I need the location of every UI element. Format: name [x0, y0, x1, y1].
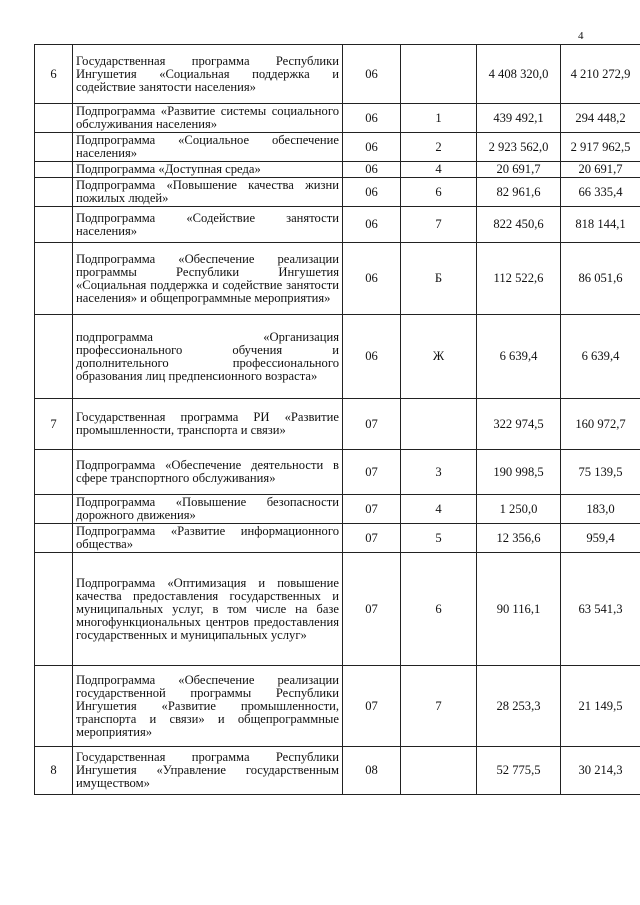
- subprogram-code-cell: [401, 399, 477, 450]
- row-number-cell: 6: [35, 45, 73, 104]
- amount-actual-cell: 20 691,7: [561, 162, 640, 178]
- program-name-cell: Государственная программа Республики Ингушетия «Социальная поддержка и содействие занятости населения»: [73, 45, 343, 104]
- subprogram-code-cell: 1: [401, 104, 477, 133]
- row-number-cell: [35, 243, 73, 315]
- subprogram-code-cell: 3: [401, 450, 477, 495]
- subprogram-code-cell: [401, 747, 477, 795]
- subprogram-code-cell: 5: [401, 524, 477, 553]
- program-name-cell: Подпрограмма «Оптимизация и повышение качества предоставления государственных и муниципальных услуг, в том числе на базе многофункциональных центров предоставления государственных и муниципальных услуг»: [73, 553, 343, 666]
- amount-actual-cell: 86 051,6: [561, 243, 640, 315]
- amount-actual-cell: 294 448,2: [561, 104, 640, 133]
- program-name-cell: подпрограмма «Организация профессионального обучения и дополнительного профессионального образования лиц предпенсионного возраста»: [73, 315, 343, 399]
- amount-planned-cell: 90 116,1: [477, 553, 561, 666]
- budget-table: [34, 44, 640, 795]
- table-row: [35, 207, 640, 243]
- row-number-cell: [35, 495, 73, 524]
- program-code-cell: 06: [343, 104, 401, 133]
- subprogram-code-cell: 4: [401, 495, 477, 524]
- row-number-cell: [35, 133, 73, 162]
- subprogram-code-cell: 4: [401, 162, 477, 178]
- amount-actual-cell: 66 335,4: [561, 178, 640, 207]
- program-code-cell: 06: [343, 243, 401, 315]
- program-name-cell: Подпрограмма «Социальное обеспечение населения»: [73, 133, 343, 162]
- program-name-cell: Подпрограмма «Повышение безопасности дорожного движения»: [73, 495, 343, 524]
- amount-planned-cell: 6 639,4: [477, 315, 561, 399]
- amount-planned-cell: 2 923 562,0: [477, 133, 561, 162]
- amount-planned-cell: 28 253,3: [477, 666, 561, 747]
- amount-actual-cell: 959,4: [561, 524, 640, 553]
- table-body: [35, 45, 640, 795]
- program-code-cell: 06: [343, 178, 401, 207]
- row-number-cell: [35, 315, 73, 399]
- amount-planned-cell: 52 775,5: [477, 747, 561, 795]
- amount-planned-cell: 190 998,5: [477, 450, 561, 495]
- amount-actual-cell: 2 917 962,5: [561, 133, 640, 162]
- amount-planned-cell: 112 522,6: [477, 243, 561, 315]
- program-code-cell: 07: [343, 553, 401, 666]
- amount-actual-cell: 160 972,7: [561, 399, 640, 450]
- amount-actual-cell: 183,0: [561, 495, 640, 524]
- amount-planned-cell: 82 961,6: [477, 178, 561, 207]
- program-code-cell: 07: [343, 524, 401, 553]
- amount-planned-cell: 822 450,6: [477, 207, 561, 243]
- table-row: [35, 104, 640, 133]
- table-row: [35, 666, 640, 747]
- amount-actual-cell: 21 149,5: [561, 666, 640, 747]
- table-row: [35, 495, 640, 524]
- page-number: 4: [578, 30, 584, 42]
- program-name-cell: Подпрограмма «Содействие занятости населения»: [73, 207, 343, 243]
- program-code-cell: 07: [343, 666, 401, 747]
- amount-planned-cell: 322 974,5: [477, 399, 561, 450]
- program-name-cell: Подпрограмма «Обеспечение реализации государственной программы Республики Ингушетия «Развитие промышленности, транспорта и связи» и общепрограммные мероприятия»: [73, 666, 343, 747]
- row-number-cell: [35, 524, 73, 553]
- subprogram-code-cell: 2: [401, 133, 477, 162]
- subprogram-code-cell: 7: [401, 207, 477, 243]
- amount-planned-cell: 12 356,6: [477, 524, 561, 553]
- program-code-cell: 06: [343, 207, 401, 243]
- row-number-cell: 8: [35, 747, 73, 795]
- program-code-cell: 06: [343, 45, 401, 104]
- row-number-cell: [35, 162, 73, 178]
- table-row: [35, 178, 640, 207]
- row-number-cell: [35, 207, 73, 243]
- program-name-cell: Подпрограмма «Развитие информационного общества»: [73, 524, 343, 553]
- amount-actual-cell: 6 639,4: [561, 315, 640, 399]
- row-number-cell: [35, 553, 73, 666]
- table-row: [35, 524, 640, 553]
- subprogram-code-cell: [401, 45, 477, 104]
- amount-planned-cell: 439 492,1: [477, 104, 561, 133]
- amount-actual-cell: 818 144,1: [561, 207, 640, 243]
- table-row: [35, 450, 640, 495]
- table-row: [35, 553, 640, 666]
- table-row: [35, 243, 640, 315]
- program-code-cell: 06: [343, 315, 401, 399]
- table-row: [35, 315, 640, 399]
- subprogram-code-cell: Б: [401, 243, 477, 315]
- row-number-cell: [35, 666, 73, 747]
- row-number-cell: 7: [35, 399, 73, 450]
- row-number-cell: [35, 178, 73, 207]
- row-number-cell: [35, 450, 73, 495]
- program-name-cell: Подпрограмма «Обеспечение деятельности в сфере транспортного обслуживания»: [73, 450, 343, 495]
- subprogram-code-cell: 6: [401, 178, 477, 207]
- subprogram-code-cell: 6: [401, 553, 477, 666]
- table-row: [35, 747, 640, 795]
- program-name-cell: Подпрограмма «Развитие системы социального обслуживания населения»: [73, 104, 343, 133]
- table-row: [35, 133, 640, 162]
- table-row: [35, 399, 640, 450]
- subprogram-code-cell: 7: [401, 666, 477, 747]
- amount-actual-cell: 4 210 272,9: [561, 45, 640, 104]
- amount-actual-cell: 75 139,5: [561, 450, 640, 495]
- amount-actual-cell: 30 214,3: [561, 747, 640, 795]
- amount-actual-cell: 63 541,3: [561, 553, 640, 666]
- program-name-cell: Подпрограмма «Доступная среда»: [73, 162, 343, 178]
- amount-planned-cell: 1 250,0: [477, 495, 561, 524]
- program-name-cell: Государственная программа РИ «Развитие промышленности, транспорта и связи»: [73, 399, 343, 450]
- amount-planned-cell: 20 691,7: [477, 162, 561, 178]
- subprogram-code-cell: Ж: [401, 315, 477, 399]
- program-code-cell: 06: [343, 133, 401, 162]
- program-code-cell: 07: [343, 495, 401, 524]
- amount-planned-cell: 4 408 320,0: [477, 45, 561, 104]
- table-row: [35, 162, 640, 178]
- program-code-cell: 07: [343, 399, 401, 450]
- program-code-cell: 08: [343, 747, 401, 795]
- program-code-cell: 06: [343, 162, 401, 178]
- program-code-cell: 07: [343, 450, 401, 495]
- program-name-cell: Государственная программа Республики Ингушетия «Управление государственным имуществом»: [73, 747, 343, 795]
- program-name-cell: Подпрограмма «Обеспечение реализации программы Республики Ингушетия «Социальная поддержка и содействие занятости населения» и общепрограммные мероприятия»: [73, 243, 343, 315]
- table-row: [35, 45, 640, 104]
- row-number-cell: [35, 104, 73, 133]
- program-name-cell: Подпрограмма «Повышение качества жизни пожилых людей»: [73, 178, 343, 207]
